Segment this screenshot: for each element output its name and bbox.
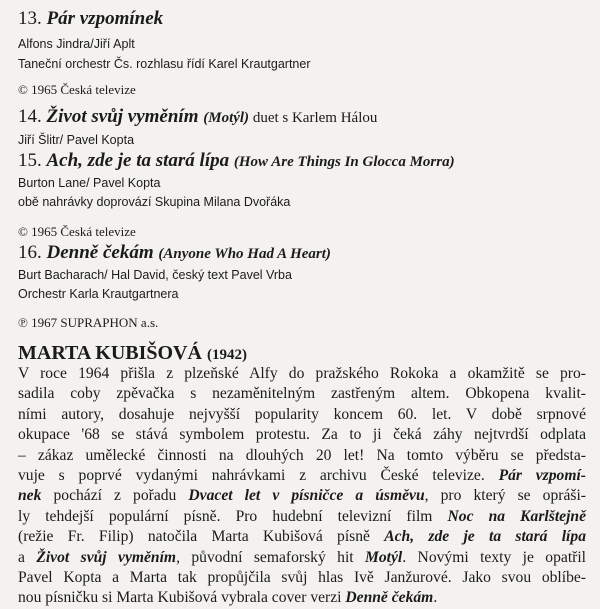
artist-biography bbox=[18, 364, 586, 609]
bio-text: a bbox=[18, 548, 37, 566]
bio-line bbox=[18, 527, 586, 547]
song-reference: nek bbox=[18, 487, 42, 505]
track-number: 15. bbox=[18, 150, 42, 171]
track-number: 13. bbox=[18, 8, 42, 29]
track-number: 14. bbox=[18, 106, 42, 127]
track-13 bbox=[18, 8, 311, 98]
bio-line: Pavel Kopta a Marta tak propůjčila svůj hlas Ivě Janžurové. Jako svou oblíbe- bbox=[18, 569, 586, 587]
track-copyright: © 1965 Česká televize bbox=[18, 82, 136, 97]
bio-line: okupace '68 se stává symbolem protestu. Za to ji čeká záhy nejtvrdší odplata bbox=[18, 426, 586, 444]
track-credit: Alfons Jindra/Jiří Aplt bbox=[18, 37, 135, 51]
song-reference: Denně čekám bbox=[345, 589, 434, 607]
bio-text: nou písničku si Marta Kubišová vybrala cover verzi bbox=[18, 589, 346, 607]
track-title-line bbox=[18, 242, 331, 265]
song-reference: Život svůj vyměním bbox=[36, 548, 177, 566]
artist-name: MARTA KUBIŠOVÁ bbox=[18, 342, 202, 364]
program-reference: Dvacet let v písničce a úsměvu bbox=[188, 487, 425, 505]
track-subtitle: (Motýl) bbox=[203, 110, 250, 126]
track-title: Ach, zde je ta stará lípa bbox=[46, 150, 230, 171]
bio-text: (režie Fr. Filip) natočila Marta Kubišová písně bbox=[18, 528, 385, 546]
bio-text: ly tehdejší populární písně. Pro hudební televizní film bbox=[18, 507, 448, 525]
bio-text: . Novými texty je opatřil bbox=[402, 548, 587, 566]
track-number: 16. bbox=[18, 242, 42, 263]
track-15 bbox=[18, 150, 455, 240]
bio-line: sadila coby zpěvačka s nezaměnitelným zastřeným altem. Obkopena kvalit- bbox=[18, 385, 586, 403]
bio-line: V roce 1964 přišla z plzeňské Alfy do pražského Rokoka a okamžitě se pro- bbox=[18, 365, 586, 382]
track-note: duet s Karlem Hálou bbox=[249, 110, 378, 126]
track-title-line bbox=[18, 8, 311, 30]
bio-text: , původní semaforský hit bbox=[176, 548, 366, 566]
artist-years: (1942) bbox=[206, 347, 247, 363]
song-reference: Motýl bbox=[365, 548, 403, 566]
track-credit: Orchestr Karla Krautgartnera bbox=[18, 287, 179, 301]
track-credit: Burton Lane/ Pavel Kopta bbox=[18, 176, 161, 190]
track-title: Denně čekám bbox=[46, 242, 154, 263]
track-title: Život svůj vyměním bbox=[46, 106, 199, 127]
bio-line: – zákaz umělecké činnosti na dlouhých 20 let! Na tomto výběru se předsta- bbox=[18, 446, 586, 464]
track-title-line bbox=[18, 150, 455, 173]
track-subtitle: (Anyone Who Had A Heart) bbox=[158, 246, 331, 262]
track-credit: obě nahrávky doprovází Skupina Milana Dvořáka bbox=[18, 195, 291, 209]
bio-line bbox=[18, 548, 586, 568]
track-credit: Jiří Šlitr/ Pavel Kopta bbox=[18, 133, 135, 147]
track-credit: Burt Bacharach/ Hal David, český text Pavel Vrba bbox=[18, 268, 292, 282]
track-16 bbox=[18, 242, 331, 331]
track-credit: Taneční orchestr Čs. rozhlasu řídí Karel Krautgartner bbox=[18, 57, 311, 71]
bio-line bbox=[18, 486, 586, 506]
bio-text: . bbox=[433, 589, 438, 607]
track-subtitle: (How Are Things In Glocca Morra) bbox=[233, 154, 455, 170]
track-title: Pár vzpomínek bbox=[46, 8, 164, 29]
bio-text: , pro který se opráši- bbox=[424, 487, 586, 505]
bio-line bbox=[18, 507, 586, 527]
song-reference: Ach, zde je ta stará lípa bbox=[384, 528, 586, 546]
bio-text: pochází z pořadu bbox=[41, 487, 189, 505]
bio-line bbox=[18, 588, 586, 608]
film-reference: Noc na Karlštejně bbox=[447, 507, 586, 525]
artist-heading bbox=[18, 342, 247, 366]
bio-line bbox=[18, 466, 586, 486]
bio-line: ními autory, dosahuje nejvyšší popularity koncem 60. let. V době srpnové bbox=[18, 405, 586, 423]
track-copyright: ℗ 1967 SUPRAPHON a.s. bbox=[18, 315, 159, 330]
track-title-line bbox=[18, 106, 377, 129]
bio-text: vuje s poprvé vydanými nahrávkami z archivu České televize. bbox=[18, 467, 499, 485]
track-copyright: © 1965 Česká televize bbox=[18, 224, 136, 239]
song-reference: Pár vzpomí- bbox=[498, 467, 586, 485]
track-14 bbox=[18, 106, 377, 148]
